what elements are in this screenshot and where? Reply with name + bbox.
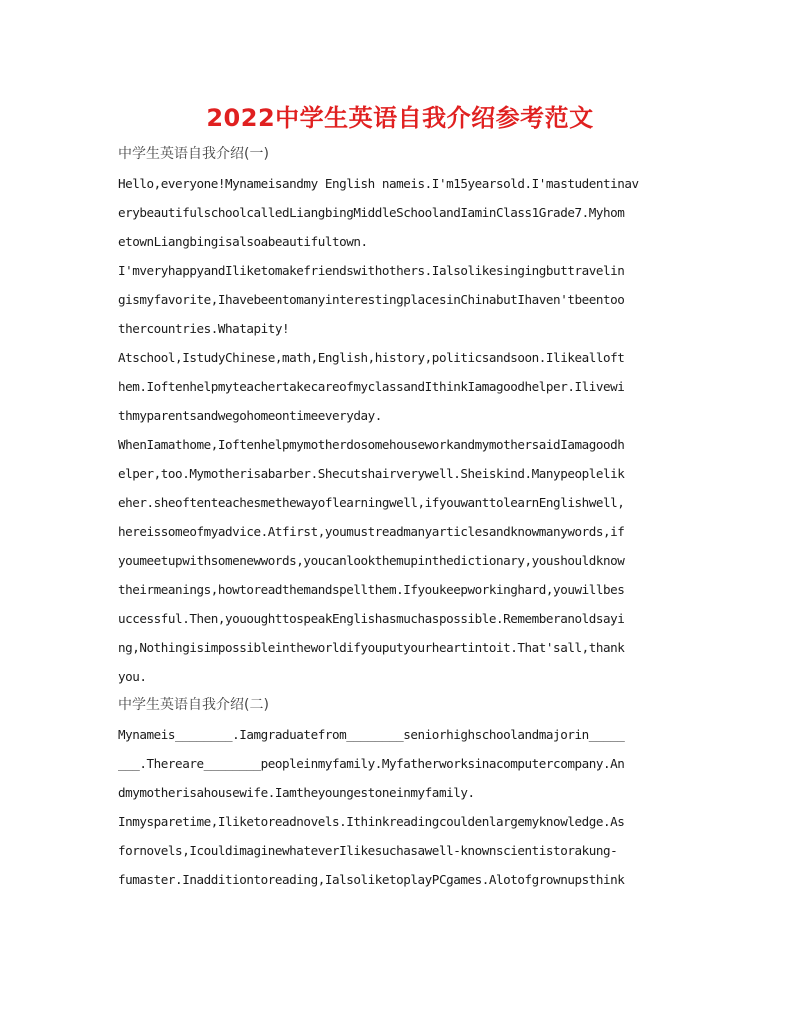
paragraph	[118, 720, 680, 807]
paragraph	[118, 256, 680, 343]
text-line: thmyparentsandwegohomeontimeeveryday.	[118, 408, 382, 423]
text-line: eher.sheoftenteachesmethewayoflearningwell,ifyouwanttolearnEnglishwell,	[118, 495, 625, 510]
paragraph	[118, 807, 680, 894]
paragraph	[118, 430, 680, 691]
document-title: 2022中学生英语自我介绍参考范文	[206, 104, 594, 132]
text-line: erybeautifulschoolcalledLiangbingMiddleSchoolandIaminClass1Grade7.Myhom	[118, 205, 625, 220]
text-line: Inmysparetime,Iliketoreadnovels.Ithinkreadingcouldenlargemyknowledge.As	[118, 814, 625, 829]
text-line: I'mveryhappyandIliketomakefriendswithothers.Ialsolikesingingbuttravelin	[118, 263, 625, 278]
text-line: theirmeanings,howtoreadthemandspellthem.Ifyoukeepworkinghard,youwillbes	[118, 582, 625, 597]
section-heading: 中学生英语自我介绍(二)	[118, 697, 269, 713]
text-line: WhenIamathome,IoftenhelpmymotherdosomehouseworkandmymothersaidIamagoodh	[118, 437, 625, 452]
text-line: dmymotherisahousewife.Iamtheyoungestoneinmyfamily.	[118, 785, 475, 800]
text-line: gismyfavorite,IhavebeentomanyinterestingplacesinChinabutIhaven'tbeentoo	[118, 292, 625, 307]
text-line: Mynameis________.Iamgraduatefrom________seniorhighschoolandmajorin_____	[118, 727, 625, 742]
text-line: Atschool,IstudyChinese,math,English,history,politicsandsoon.Ilikealloft	[118, 350, 625, 365]
text-line: Hello,everyone!Mynameisandmy English nameis.I'm15yearsold.I'mastudentinav	[118, 176, 639, 191]
text-line: you.	[118, 669, 147, 684]
paragraph	[118, 343, 680, 430]
text-line: ng,Nothingisimpossibleintheworldifyouputyourheartintoit.That'sall,thank	[118, 640, 625, 655]
text-line: ___.Thereare________peopleinmyfamily.Myfatherworksinacomputercompany.An	[118, 756, 625, 771]
text-line: fumaster.Inadditiontoreading,IalsoliketoplayPCgames.Alotofgrownupsthink	[118, 872, 625, 887]
text-line: hem.IoftenhelpmyteachertakecareofmyclassandIthinkIamagoodhelper.Ilivewi	[118, 379, 625, 394]
text-line: elper,too.Mymotherisabarber.Shecutshairverywell.Sheiskind.Manypeoplelik	[118, 466, 625, 481]
document-body	[118, 140, 680, 894]
text-line: youmeetupwithsomenewwords,youcanlookthemupinthedictionary,youshouldknow	[118, 553, 625, 568]
text-line: fornovels,IcouldimaginewhateverIlikesuchasawell-knownscientistorakung-	[118, 843, 618, 858]
section-heading: 中学生英语自我介绍(一)	[118, 146, 269, 162]
paragraph	[118, 169, 680, 256]
text-line: hereissomeofmyadvice.Atfirst,youmustreadmanyarticlesandknowmanywords,if	[118, 524, 625, 539]
text-line: uccessful.Then,yououghttospeakEnglishasmuchaspossible.Rememberanoldsayi	[118, 611, 625, 626]
text-line: thercountries.Whatapity!	[118, 321, 290, 336]
text-line: etownLiangbingisalsoabeautifultown.	[118, 234, 368, 249]
